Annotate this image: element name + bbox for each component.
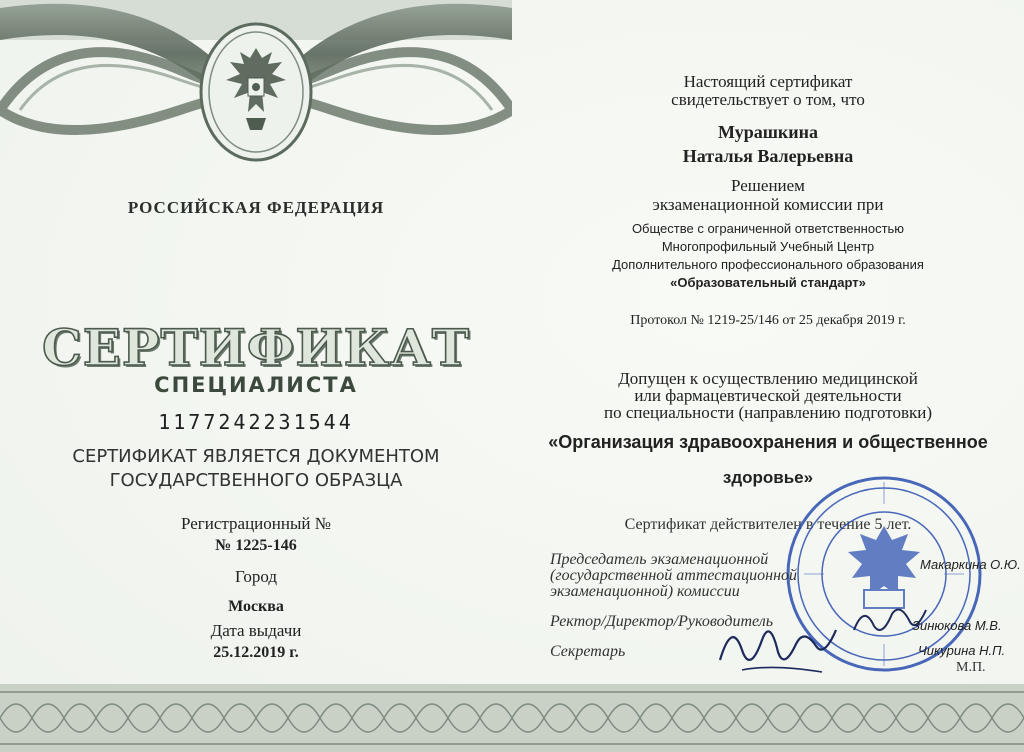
registration-label: Регистрационный № <box>181 514 331 533</box>
signature-icon <box>712 600 842 680</box>
organization-line-2: Многопрофильный Учебный Центр <box>661 239 875 254</box>
rector-name: Зинюкова М.В. <box>912 618 1002 633</box>
secretary-name: Чикурина Н.П. <box>918 643 1006 658</box>
intro-line-2: свидетельствует о том, что <box>671 90 865 109</box>
secretary-label: Секретарь <box>550 643 626 660</box>
certificate-title: СЕРТИФИКАТ <box>41 318 471 377</box>
rector-label: Ректор/Директор/Руководитель <box>550 613 774 630</box>
city-value: Москва <box>228 598 284 615</box>
protocol-line: Протокол № 1219-25/146 от 25 декабря 2019 г. <box>630 313 906 328</box>
admission-line-3: по специальности (направлению подготовки) <box>603 403 933 422</box>
state-doc-line-1: СЕРТИФИКАТ ЯВЛЯЕТСЯ ДОКУМЕНТОМ <box>72 446 440 467</box>
registration-value: № 1225-146 <box>215 537 297 554</box>
issue-date-label: Дата выдачи <box>210 621 302 640</box>
decision-line-1: Решением <box>731 176 805 195</box>
holder-surname: Мурашкина <box>717 122 819 142</box>
issue-date-value: 25.12.2019 г. <box>213 644 299 661</box>
certificate-number: 1177242231544 <box>158 410 354 434</box>
state-doc-line-2: ГОСУДАРСТВЕННОГО ОБРАЗЦА <box>109 470 403 491</box>
chair-label-line-2: (государственной аттестационной <box>550 567 798 584</box>
chair-label-line-3: экзаменационной) комиссии <box>550 583 740 600</box>
seal-place-label: М.П. <box>956 660 986 675</box>
organization-line-3: Дополнительного профессионального образования <box>612 257 924 272</box>
holder-given-names: Наталья Валерьевна <box>682 146 854 166</box>
certificate-subtitle: СПЕЦИАЛИСТА <box>154 373 358 397</box>
specialty-line-2: здоровье» <box>722 468 814 487</box>
right-panel <box>512 0 1024 752</box>
admission-line-2: или фармацевтической деятельности <box>634 386 902 405</box>
organization-line-1: Обществе с ограниченной ответственностью <box>631 221 905 236</box>
chair-name: Макаркина О.Ю. <box>920 557 1021 572</box>
country-heading: РОССИЙСКАЯ ФЕДЕРАЦИЯ <box>127 198 385 217</box>
chair-label-line-1: Председатель экзаменационной <box>550 551 769 568</box>
specialty-line-1: «Организация здравоохранения и общественное <box>548 432 988 452</box>
admission-line-1: Допущен к осуществлению медицинской <box>618 369 918 388</box>
organization-name: «Образовательный стандарт» <box>670 275 866 290</box>
validity-line: Сертификат действителен в течение 5 лет. <box>624 516 912 533</box>
intro-line-1: Настоящий сертификат <box>683 72 853 91</box>
decision-line-2: экзаменационной комиссии при <box>652 195 884 214</box>
city-label: Город <box>235 567 277 586</box>
